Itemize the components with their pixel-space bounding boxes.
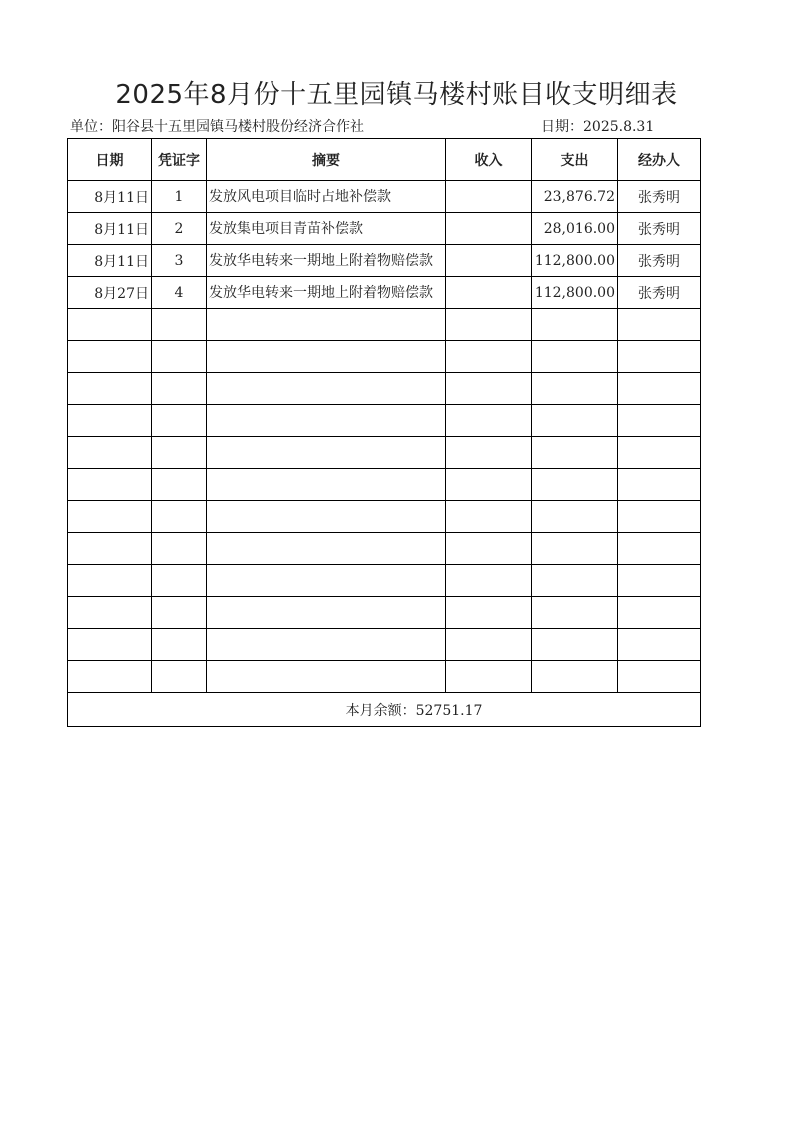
- month-balance: 本月余额：52751.17: [68, 693, 701, 727]
- cell-summary: 发放华电转来一期地上附着物赔偿款: [207, 277, 446, 309]
- empty-cell: [446, 309, 532, 341]
- empty-cell: [532, 501, 618, 533]
- empty-cell: [532, 565, 618, 597]
- cell-voucher: 3: [152, 245, 207, 277]
- header-summary: 摘要: [207, 139, 446, 181]
- empty-cell: [207, 501, 446, 533]
- empty-cell: [207, 373, 446, 405]
- empty-cell: [152, 469, 207, 501]
- empty-cell: [618, 373, 701, 405]
- cell-date: 8月11日: [68, 181, 152, 213]
- empty-cell: [68, 437, 152, 469]
- cell-expense: 112,800.00: [532, 245, 618, 277]
- empty-table-row: [68, 533, 701, 565]
- empty-cell: [446, 661, 532, 693]
- empty-cell: [68, 565, 152, 597]
- empty-cell: [446, 437, 532, 469]
- empty-cell: [618, 437, 701, 469]
- empty-cell: [152, 533, 207, 565]
- empty-cell: [618, 469, 701, 501]
- empty-cell: [152, 309, 207, 341]
- cell-voucher: 1: [152, 181, 207, 213]
- empty-cell: [207, 597, 446, 629]
- empty-cell: [446, 501, 532, 533]
- cell-summary: 发放华电转来一期地上附着物赔偿款: [207, 245, 446, 277]
- cell-voucher: 4: [152, 277, 207, 309]
- empty-cell: [532, 533, 618, 565]
- empty-cell: [68, 629, 152, 661]
- empty-cell: [207, 565, 446, 597]
- footer-row: [68, 693, 701, 727]
- empty-cell: [618, 309, 701, 341]
- header-voucher: 凭证字: [152, 139, 207, 181]
- cell-expense: 23,876.72: [532, 181, 618, 213]
- empty-table-row: [68, 629, 701, 661]
- unit-line: 单位：阳谷县十五里园镇马楼村股份经济合作社: [70, 119, 364, 135]
- cell-handler: 张秀明: [618, 245, 701, 277]
- cell-income: [446, 277, 532, 309]
- empty-cell: [446, 565, 532, 597]
- empty-cell: [446, 629, 532, 661]
- empty-cell: [532, 373, 618, 405]
- empty-table-row: [68, 661, 701, 693]
- empty-table-row: [68, 469, 701, 501]
- page-title: 2025年8月份十五里园镇马楼村账目收支明细表: [115, 80, 678, 110]
- empty-cell: [618, 629, 701, 661]
- empty-cell: [68, 533, 152, 565]
- empty-cell: [152, 565, 207, 597]
- empty-cell: [532, 437, 618, 469]
- table-row: [68, 181, 701, 213]
- cell-summary: 发放风电项目临时占地补偿款: [207, 181, 446, 213]
- empty-cell: [446, 341, 532, 373]
- empty-cell: [532, 629, 618, 661]
- empty-cell: [152, 405, 207, 437]
- cell-handler: 张秀明: [618, 181, 701, 213]
- empty-cell: [446, 533, 532, 565]
- empty-cell: [152, 661, 207, 693]
- empty-cell: [152, 373, 207, 405]
- empty-cell: [68, 341, 152, 373]
- cell-handler: 张秀明: [618, 277, 701, 309]
- empty-table-row: [68, 309, 701, 341]
- empty-rows: [68, 309, 701, 693]
- empty-cell: [68, 469, 152, 501]
- empty-cell: [207, 405, 446, 437]
- header-expense: 支出: [532, 139, 618, 181]
- empty-cell: [68, 597, 152, 629]
- empty-table-row: [68, 437, 701, 469]
- ledger-table: [67, 138, 701, 727]
- empty-cell: [152, 629, 207, 661]
- cell-date: 8月11日: [68, 245, 152, 277]
- empty-cell: [618, 501, 701, 533]
- cell-expense: 112,800.00: [532, 277, 618, 309]
- empty-cell: [618, 597, 701, 629]
- table-row: [68, 277, 701, 309]
- empty-cell: [68, 405, 152, 437]
- empty-cell: [532, 341, 618, 373]
- empty-cell: [152, 597, 207, 629]
- cell-date: 8月27日: [68, 277, 152, 309]
- empty-table-row: [68, 405, 701, 437]
- empty-cell: [532, 405, 618, 437]
- empty-cell: [68, 501, 152, 533]
- empty-table-row: [68, 597, 701, 629]
- cell-summary: 发放集电项目青苗补偿款: [207, 213, 446, 245]
- empty-cell: [618, 533, 701, 565]
- empty-cell: [532, 309, 618, 341]
- cell-income: [446, 213, 532, 245]
- empty-table-row: [68, 501, 701, 533]
- header-income: 收入: [446, 139, 532, 181]
- header-date: 日期: [68, 139, 152, 181]
- empty-cell: [446, 469, 532, 501]
- cell-voucher: 2: [152, 213, 207, 245]
- empty-cell: [446, 373, 532, 405]
- cell-income: [446, 181, 532, 213]
- cell-handler: 张秀明: [618, 213, 701, 245]
- empty-cell: [152, 341, 207, 373]
- empty-cell: [68, 309, 152, 341]
- empty-cell: [207, 341, 446, 373]
- table-row: [68, 245, 701, 277]
- empty-cell: [68, 373, 152, 405]
- empty-cell: [207, 437, 446, 469]
- empty-cell: [152, 501, 207, 533]
- header-row: [68, 139, 701, 181]
- empty-cell: [207, 469, 446, 501]
- empty-cell: [446, 405, 532, 437]
- empty-cell: [532, 661, 618, 693]
- empty-cell: [68, 661, 152, 693]
- empty-cell: [152, 437, 207, 469]
- empty-cell: [532, 469, 618, 501]
- empty-cell: [207, 661, 446, 693]
- empty-cell: [618, 565, 701, 597]
- empty-cell: [207, 309, 446, 341]
- empty-cell: [618, 341, 701, 373]
- table-row: [68, 213, 701, 245]
- date-line: 日期：2025.8.31: [541, 119, 655, 135]
- empty-cell: [532, 597, 618, 629]
- empty-table-row: [68, 373, 701, 405]
- empty-cell: [446, 597, 532, 629]
- cell-date: 8月11日: [68, 213, 152, 245]
- cell-expense: 28,016.00: [532, 213, 618, 245]
- empty-cell: [207, 533, 446, 565]
- empty-cell: [618, 405, 701, 437]
- header-handler: 经办人: [618, 139, 701, 181]
- empty-table-row: [68, 565, 701, 597]
- empty-cell: [207, 629, 446, 661]
- empty-table-row: [68, 341, 701, 373]
- empty-cell: [618, 661, 701, 693]
- cell-income: [446, 245, 532, 277]
